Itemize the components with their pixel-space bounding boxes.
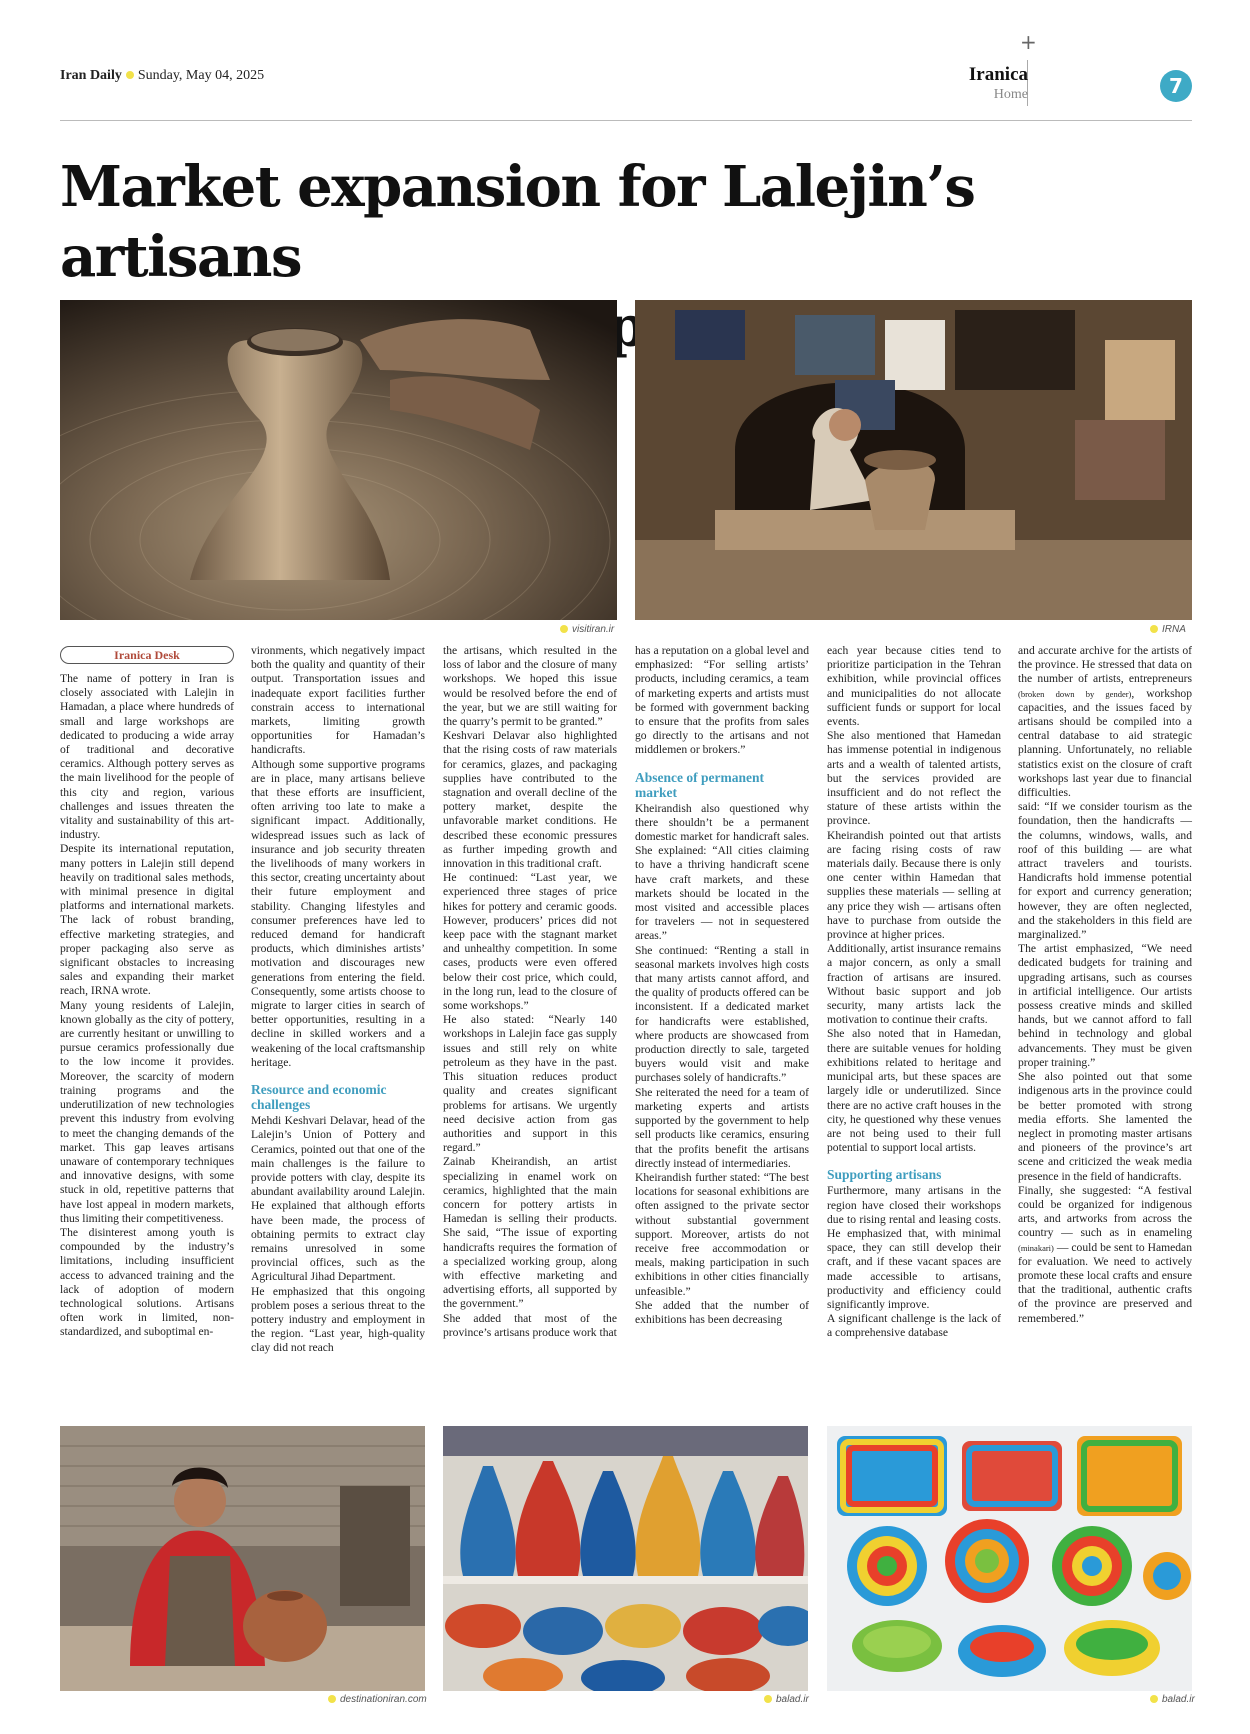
plus-icon: +: [1020, 30, 1037, 54]
subheading: Supporting artisans: [827, 1167, 942, 1183]
paragraph: Despite its international reputation, many potters in Lalejin still depend heavily on traditional sales methods, with minimal presence in digital platforms and international markets. The lack of robust branding, effective marketing strategies, and proper packaging also serve as significant obstacles to increasing sales and expanding their market reach, IRNA wrote.: [60, 842, 234, 998]
workshop-illustration: [635, 300, 1192, 620]
striped-ceramics-illustration: [827, 1426, 1192, 1691]
hero-right-credit: IRNA: [1150, 624, 1186, 635]
paragraph: She also mentioned that Hamedan has immense potential in indigenous arts and a wealth of talented artists, but the services provided are insufficient and do not reflect the stature of these artists within the province.: [827, 729, 1001, 828]
headline-line-1: Market expansion for Lalejin’s artisans: [60, 154, 975, 290]
article-column-5: [827, 644, 1001, 1341]
paragraph: Kheirandish further stated: “The best locations for seasonal exhibitions are often assigned to the private sector without substantial government support. Moreover, artists do not receive free accommodation or meals, making participation in such exhibitions in other cities financially unfeasible.”: [635, 1170, 809, 1298]
paragraph: Keshvari Delavar also highlighted that the rising costs of raw materials for ceramics, glazes, and packaging supplies have contributed to the stagnation and overall decline of the pottery market, despite the unfavorable market conditions. He described these economic pressures as further impeding growth and innovation in this traditional craft.: [443, 729, 617, 871]
paper-name: Iran Daily: [60, 68, 122, 83]
subheading: Absence of permanent market: [635, 769, 764, 800]
paragraph: each year because cities tend to prioritize participation in the Tehran exhibition, while provincial offices and municipalities do not allocate sufficient funds or support for local events.: [827, 644, 1001, 729]
paragraph: He emphasized that this ongoing problem poses a serious threat to the pottery industry and employment in the region. “Last year, high-quality clay did not reach: [251, 1284, 425, 1355]
hero-photo-pottery-wheel: [60, 300, 617, 620]
credit-dot-icon: [560, 625, 568, 633]
paragraph: Additionally, artist insurance remains a major concern, as only a small fraction of artisans are insured. Without basic support and job security, many artists lack the motivation to continue their crafts.: [827, 942, 1001, 1027]
enamel-vases-illustration: [443, 1426, 808, 1691]
paragraph: He also stated: “Nearly 140 workshops in Lalejin face gas supply issues and still rely on white petroleum as they have in the past. This situation reduces product quality and creates significant problems for artisans. We urgently need decisive action from gas authorities and support in this regard.”: [443, 1013, 617, 1155]
credit-dot-icon: [1150, 1695, 1158, 1703]
paragraph: and accurate archive for the artists of the province. He stressed that data on the number of artists, entrepreneurs (broken down by gender), workshop capacities, and the issues faced by artisans should be compiled into a central database to aid strategic planning. Unfortunately, no reliable statistics exist on the closure of craft workshops last year due to financial difficulties.: [1018, 644, 1192, 800]
paragraph: She also noted that in Hamedan, there are suitable venues for holding exhibitions related to heritage and municipal arts, but these spaces are largely idle or underutilized. Since there are no active craft houses in the city, he questioned why these venues are not being used to their full potential to support local artists.: [827, 1027, 1001, 1155]
paragraph: She added that the number of exhibitions has been decreasing: [635, 1298, 809, 1326]
article-column-1: [60, 672, 234, 1340]
paragraph: the artisans, which resulted in the loss of labor and the closure of many workshops. We hoped this issue would be resolved before the end of the year, but we are still waiting for the quarry’s permit to be granted.”: [443, 644, 617, 729]
byline: Iranica Desk: [60, 646, 234, 664]
inline-note: (broken down by gender): [1018, 688, 1132, 699]
section-label: [969, 64, 1028, 104]
issue-date: Sunday, May 04, 2025: [137, 68, 265, 83]
paragraph: He continued: “Last year, we experienced three stages of price hikes for pottery and ceramic goods. However, producers’ prices did not keep pace with the stagnant market and unhealthy competition. In some cases, products were even offered below their cost price, which could, in the long run, lead to the closure of some workshops.”: [443, 871, 617, 1013]
paragraph: Although some supportive programs are in place, many artisans believe that these efforts are insufficient, often arriving too late to make a significant impact. Additionally, widespread issues such as lack of insurance and job security threaten the livelihoods of many workers in this sector, creating uncertainty about their future employment and stability. Changing lifestyles and consumer preferences have led to reduced demand for handicraft products, which diminishes artists’ motivation and discourages new generations from entering the field. Consequently, some artists choose to migrate to larger cities in search of better opportunities, resulting in a decline in skilled workers and a weakening of the local craftsmanship heritage.: [251, 757, 425, 1069]
paragraph: Kheirandish pointed out that artists are facing rising costs of raw materials daily. Because there is only one center within Hamedan that supplies these materials — selling at any price they wish — artisans often have to purchase from outside the province at higher prices.: [827, 828, 1001, 942]
paragraph: She also pointed out that some indigenous arts in the province could be better promoted with strong media efforts. She lamented the neglect in promoting master artisans and pioneers of the province’s art scene and criticized the weak media presence in the field of handicrafts.: [1018, 1070, 1192, 1183]
paragraph: Kheirandish also questioned why there shouldn’t be a permanent domestic market for handicraft sales. She explained: “All cities claiming to have a thriving handicraft scene have craft markets, and these markets should be located in the most visited and accessible places for travelers — not in sequestered areas.”: [635, 801, 809, 943]
bottom-photo-potter: [60, 1426, 425, 1691]
paragraph: The name of pottery in Iran is closely associated with Lalejin in Hamadan, a place where hundreds of small and large workshops are dedicated to producing a wide array of traditional and decorative ceramics. Although pottery serves as the main livelihood for the people of this city and region, various challenges and issues threaten the vitality and sustainability of this art-industry.: [60, 672, 234, 842]
paragraph: Finally, she suggested: “A festival could be organized for indigenous arts, and artworks from across the country — such as in enameling (minakari) — could be sent to Hamedan for evaluation. We need to actively promote these local crafts and ensure that the traditional, authentic crafts of the province are preserved and remembered.”: [1018, 1183, 1192, 1325]
hero-photo-workshop: [635, 300, 1192, 620]
paragraph: She added that most of the province’s artisans produce work that: [443, 1311, 617, 1339]
section-name: Iranica: [968, 64, 1028, 85]
credit-dot-icon: [764, 1695, 772, 1703]
paragraph: Furthermore, many artisans in the region have closed their workshops due to rising rental and leasing costs. He emphasized that, with minimal space, they can still develop their craft, and if these vacant spaces are made accessible to artisans, productivity and efficiency could significantly improve.: [827, 1184, 1001, 1311]
page-number-badge: 7: [1160, 70, 1192, 102]
subheading: Resource and economic challenges: [251, 1082, 387, 1113]
header-rule: [60, 120, 1192, 121]
credit-dot-icon: [328, 1695, 336, 1703]
article-column-3: [443, 644, 617, 1340]
article-column-4: [635, 644, 809, 1327]
paragraph: Many young residents of Lalejin, known globally as the city of pottery, are currently hesitant or unwilling to pursue ceramics professionally due to the low income it provides. Moreover, the scarcity of modern training programs and the underutilization of new technologies prevent this industry from evolving to meet the changing demands of the market. This gap leaves artisans unaware of contemporary techniques and innovative designs, with some stuck in old, repetitive patterns that have lost appeal in modern markets, thus limiting their competitiveness.: [60, 998, 234, 1225]
credit-dot-icon: [1150, 625, 1158, 633]
inline-note: (minakari): [1018, 1242, 1054, 1253]
bottom-mid-credit: balad.ir: [764, 1694, 809, 1705]
paragraph: Zainab Kheirandish, an artist specializing in enamel work on ceramics, highlighted that the main concern for pottery artists in Hamedan is selling their products. She said, “The issue of exporting handicrafts requires the formation of a specialized working group, along with effective marketing and advertising efforts, all supported by the government.”: [443, 1155, 617, 1311]
paragraph: She reiterated the need for a team of marketing experts and artists supported by the government to help sell products like ceramics, ensuring that the profits benefit the artisans directly instead of intermediaries.: [635, 1085, 809, 1170]
masthead-dot-icon: [126, 71, 134, 79]
article-column-2: [251, 644, 425, 1356]
paragraph: has a reputation on a global level and emphasized: “For selling artists’ products, including ceramics, a team of marketing experts and artists must be formed with government backing to ensure that the profits from sales go directly to the artisans and not middlemen or brokers.”: [635, 644, 809, 757]
paragraph: vironments, which negatively impact both the quality and quantity of their output. Transportation issues and inadequate export facilities further constrain access to international markets, limiting growth opportunities for Hamadan’s handicrafts.: [251, 644, 425, 757]
hero-left-credit: visitiran.ir: [560, 624, 614, 635]
bottom-right-credit: balad.ir: [1150, 1694, 1195, 1705]
masthead: [60, 68, 264, 84]
paragraph: Mehdi Keshvari Delavar, head of the Lalejin’s Union of Pottery and Ceramics, pointed out that one of the main challenges is the failure to provide potters with clay, despite its abundant availability around Lalejin. He explained that although efforts have been made, the process of obtaining permits to extract clay remains unresolved in some provincial offices, such as the Agricultural Jihad Department.: [251, 1114, 425, 1284]
section-sub: Home: [993, 87, 1028, 102]
paragraph: A significant challenge is the lack of a comprehensive database: [827, 1312, 1001, 1340]
bottom-photo-striped-ceramics: [827, 1426, 1192, 1691]
bottom-photo-enamel-vases: [443, 1426, 808, 1691]
potter-illustration: [60, 1426, 425, 1691]
paragraph: The disinterest among youth is compounded by the industry’s limitations, including insufficient access to advanced training and the lack of adoption of modern technological solutions. Artisans often work in limited, non-standardized, and suboptimal en-: [60, 1225, 234, 1339]
paragraph: The artist emphasized, “We need dedicated budgets for training and upgrading artisans, such as courses in artificial intelligence. Our artists possess creative minds and skilled hands, but we cannot afford to fall behind in technology and global advancements. They must be given proper training.”: [1018, 942, 1192, 1069]
pottery-wheel-illustration: [60, 300, 617, 620]
paragraph: She continued: “Renting a stall in seasonal markets involves high costs that many artists cannot afford, and the quality of products offered can be inconsistent. If a dedicated market for handicrafts were established, where products are showcased from production directly to sale, targeted buyers would visit and make purchases solely of handicrafts.”: [635, 943, 809, 1085]
article-column-6: [1018, 644, 1192, 1326]
bottom-left-credit: destinationiran.com: [328, 1694, 427, 1705]
paragraph: said: “If we consider tourism as the foundation, then the handicrafts — the columns, windows, walls, and roof of this building — are what attract travelers and tourists. Handicrafts hold immense potential for export and currency generation; however, they are often neglected, and the stakeholders in this field are marginalized.”: [1018, 800, 1192, 942]
